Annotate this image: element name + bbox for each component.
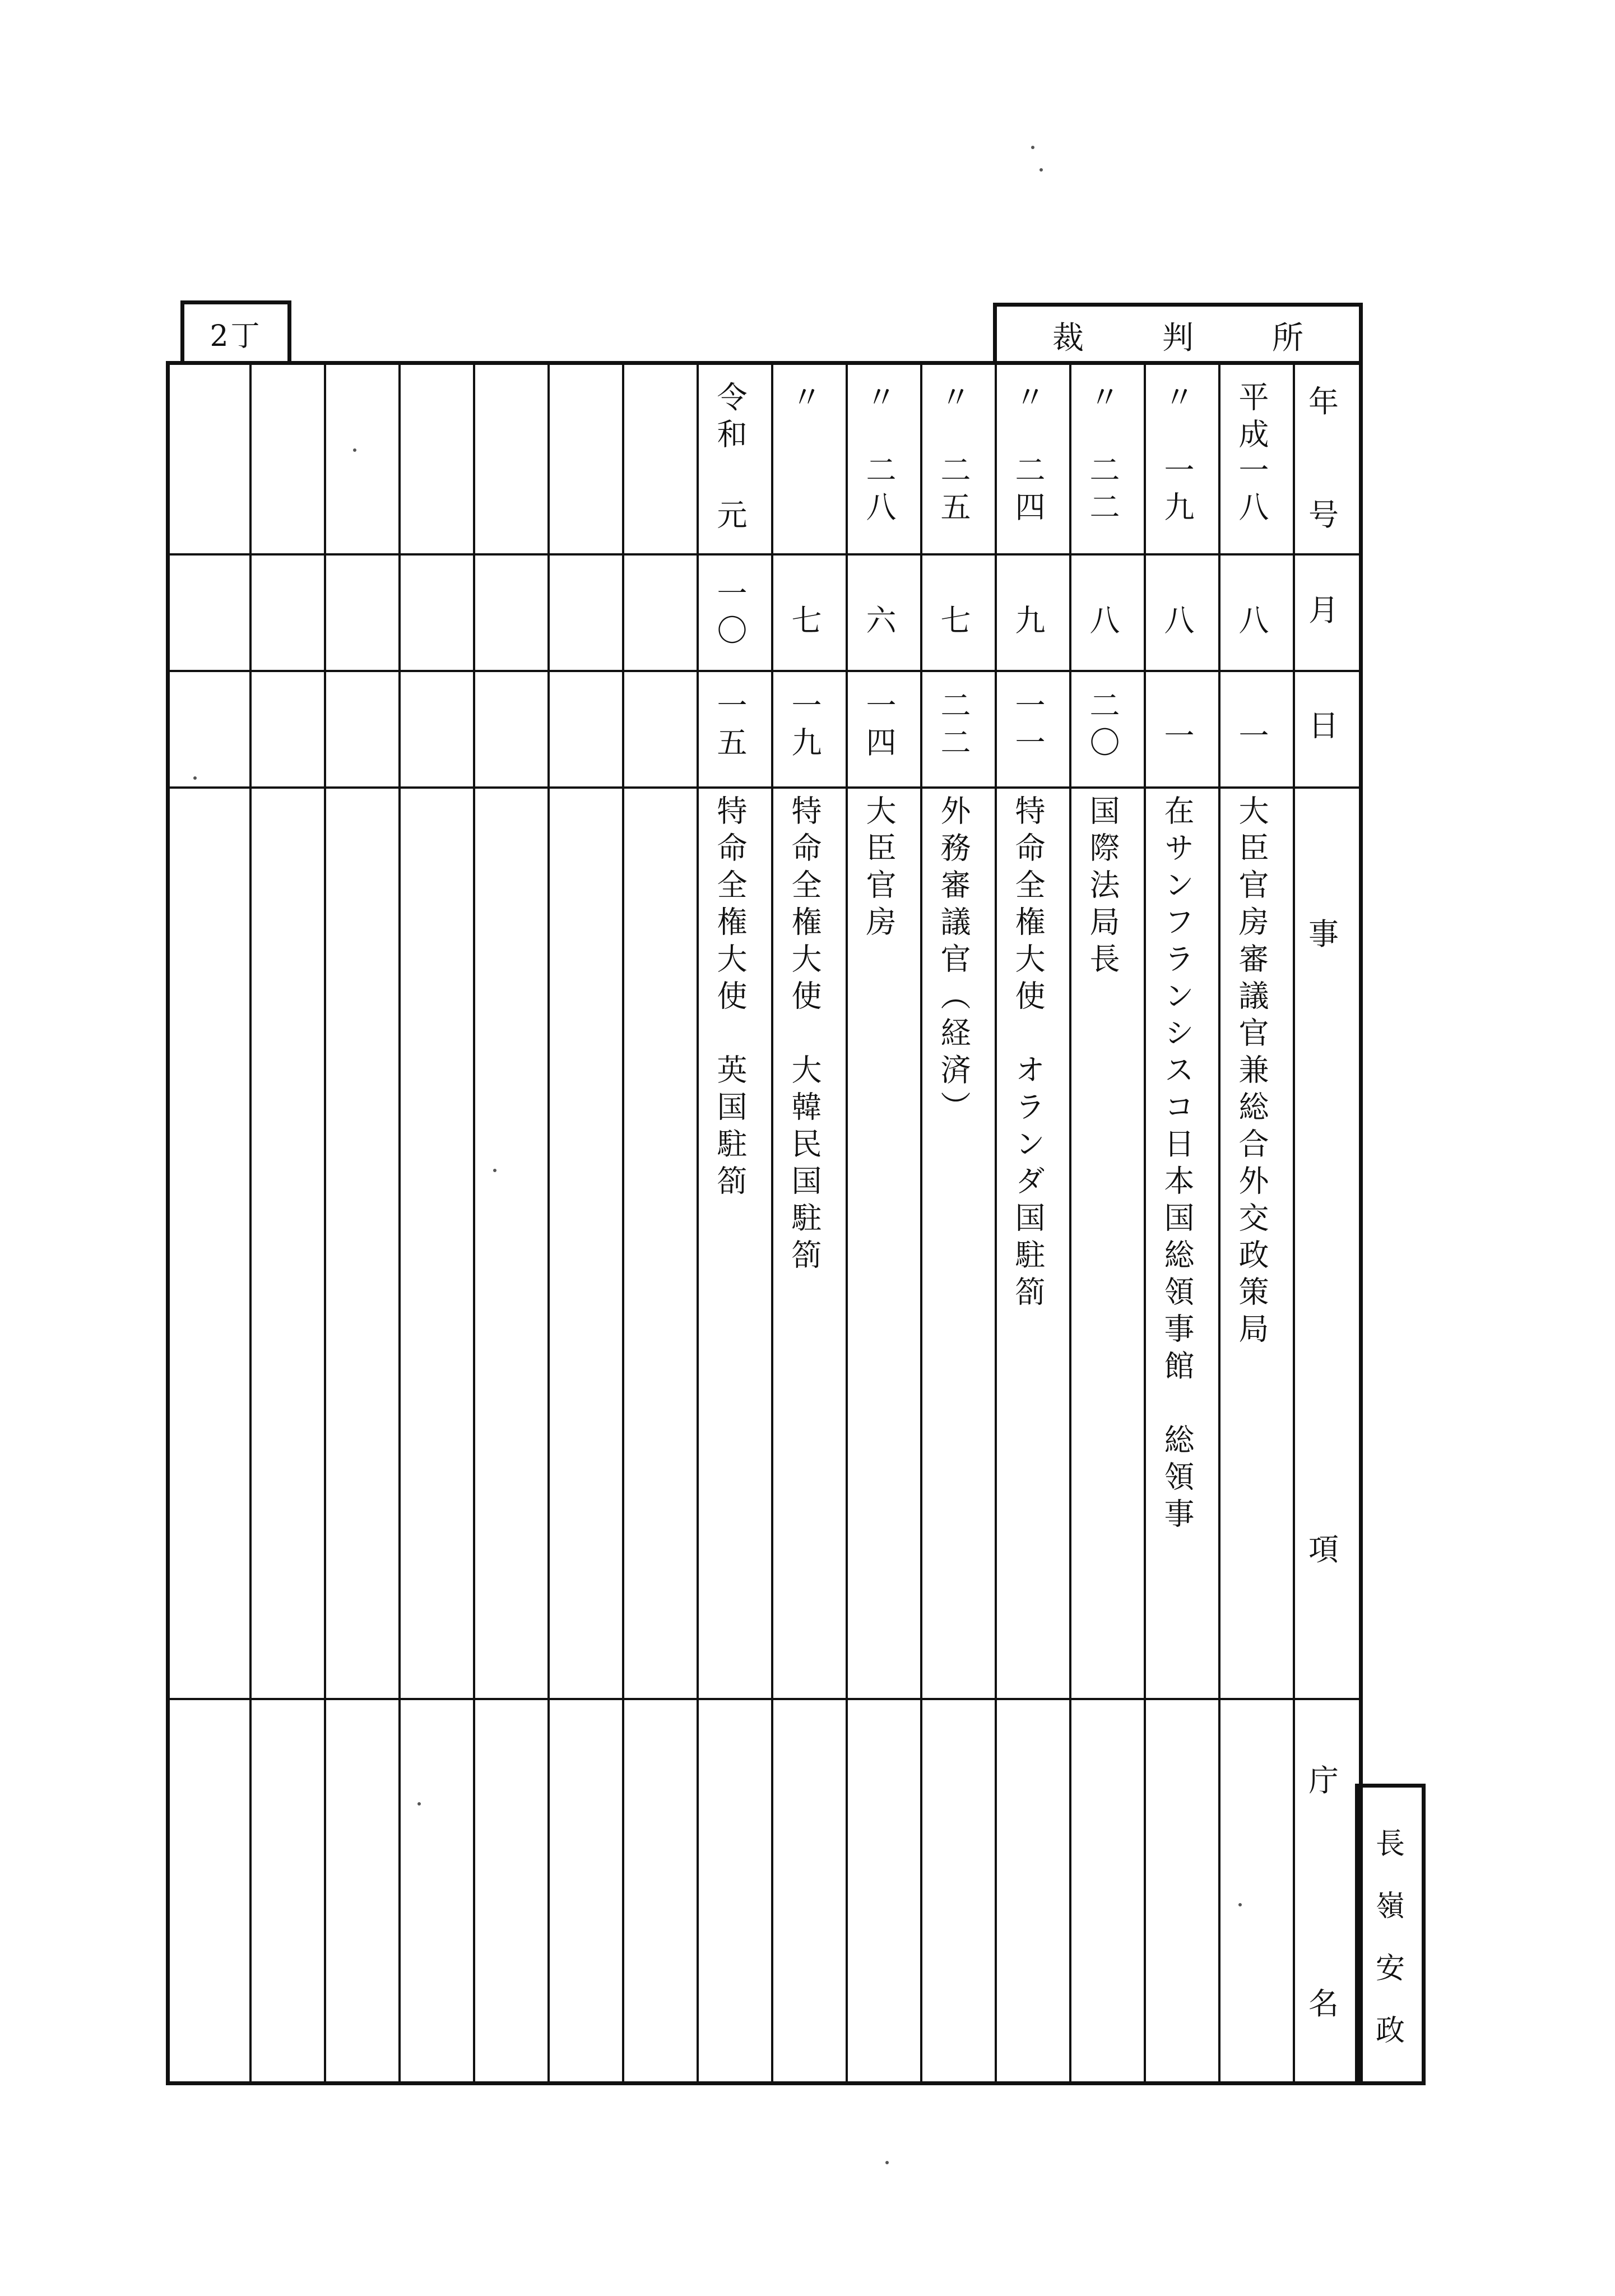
header-column-divider [1293, 365, 1295, 2081]
header-matter-2: 項 [1308, 1532, 1339, 1567]
record-month: 一〇 [712, 577, 748, 651]
court-header-char: 裁 [1052, 320, 1084, 357]
record-year: 二五 [936, 454, 971, 528]
record-month: 八 [1159, 604, 1195, 641]
record-era: 〃 [787, 381, 822, 418]
record-era: 〃 [1010, 381, 1046, 418]
header-matter-1: 事 [1308, 916, 1339, 952]
row-divider-day [170, 786, 1359, 789]
record-day: 一五 [712, 689, 748, 763]
column-divider [771, 365, 773, 2081]
record-year: 一八 [1234, 454, 1269, 528]
record-era: 〃 [1159, 381, 1195, 418]
column-divider [846, 365, 848, 2081]
column-divider [473, 365, 475, 2081]
record-matter: 特命全権大使 英国駐箚 [712, 795, 748, 1202]
scan-speck [1039, 168, 1043, 172]
scan-speck [493, 1169, 496, 1172]
header-number: 号 [1308, 497, 1339, 533]
record-month: 七 [936, 604, 971, 641]
row-divider-year [170, 553, 1359, 556]
header-day: 日 [1308, 708, 1339, 743]
record-day: 一 [1234, 720, 1269, 757]
record-month: 七 [787, 604, 822, 641]
record-day: 一一 [1010, 689, 1046, 763]
record-year: 元 [712, 499, 748, 536]
record-matter: 在サンフランシスコ日本国総領事館 総領事 [1159, 795, 1195, 1535]
name-char: 嶺 [1375, 1890, 1405, 1923]
scan-speck [417, 1802, 421, 1806]
record-matter: 大臣官房 [861, 795, 897, 943]
record-era: 令和 [712, 381, 748, 455]
record-year: 二四 [1010, 454, 1046, 528]
scan-speck [193, 776, 197, 780]
record-matter: 大臣官房審議官兼総合外交政策局 [1234, 795, 1269, 1350]
record-era: 〃 [861, 381, 897, 418]
record-matter: 国際法局長 [1085, 795, 1120, 980]
scan-speck [353, 448, 356, 452]
column-divider [249, 365, 252, 2081]
name-char: 政 [1375, 2014, 1405, 2048]
record-era: 〃 [936, 381, 971, 418]
name-char: 安 [1375, 1952, 1405, 1985]
scan-speck [1031, 146, 1034, 149]
column-divider [995, 365, 997, 2081]
court-header-char: 判 [1162, 320, 1194, 357]
scan-speck [885, 2161, 889, 2164]
column-divider [1069, 365, 1071, 2081]
record-month: 八 [1085, 604, 1120, 641]
page-label: 2丁 [180, 300, 291, 362]
column-divider [697, 365, 699, 2081]
header-agency-1: 庁 [1308, 1763, 1339, 1798]
record-month: 八 [1234, 604, 1269, 641]
row-divider-month [170, 670, 1359, 672]
record-matter: 特命全権大使 大韓民国駐箚 [787, 795, 822, 1276]
court-header [993, 303, 1363, 364]
header-year: 年 [1308, 384, 1339, 419]
record-year: 一九 [1159, 454, 1195, 528]
record-era: 平成 [1234, 381, 1269, 455]
record-day: 二二 [936, 689, 971, 763]
name-char: 長 [1375, 1827, 1405, 1861]
record-era: 〃 [1085, 381, 1120, 418]
column-divider [622, 365, 624, 2081]
record-matter: 特命全権大使 オランダ国駐箚 [1010, 795, 1046, 1313]
record-month: 九 [1010, 604, 1046, 641]
record-day: 一 [1159, 720, 1195, 757]
column-divider [1144, 365, 1146, 2081]
column-divider [324, 365, 326, 2081]
name-box [1355, 1784, 1426, 2085]
column-divider [920, 365, 922, 2081]
record-year: 二八 [861, 454, 897, 528]
record-month: 六 [861, 604, 897, 641]
record-day: 一四 [861, 689, 897, 763]
court-header-char: 所 [1272, 320, 1303, 357]
header-month: 月 [1308, 592, 1339, 628]
record-year: 二二 [1085, 454, 1120, 528]
row-divider-matter [170, 1698, 1359, 1700]
column-divider [547, 365, 550, 2081]
record-matter: 外務審議官（経済） [936, 795, 971, 1128]
column-divider [398, 365, 401, 2081]
header-agency-2: 名 [1308, 1986, 1339, 2021]
record-day: 二〇 [1085, 689, 1120, 763]
column-divider [1218, 365, 1220, 2081]
record-day: 一九 [787, 689, 822, 763]
scan-speck [1238, 1903, 1242, 1906]
